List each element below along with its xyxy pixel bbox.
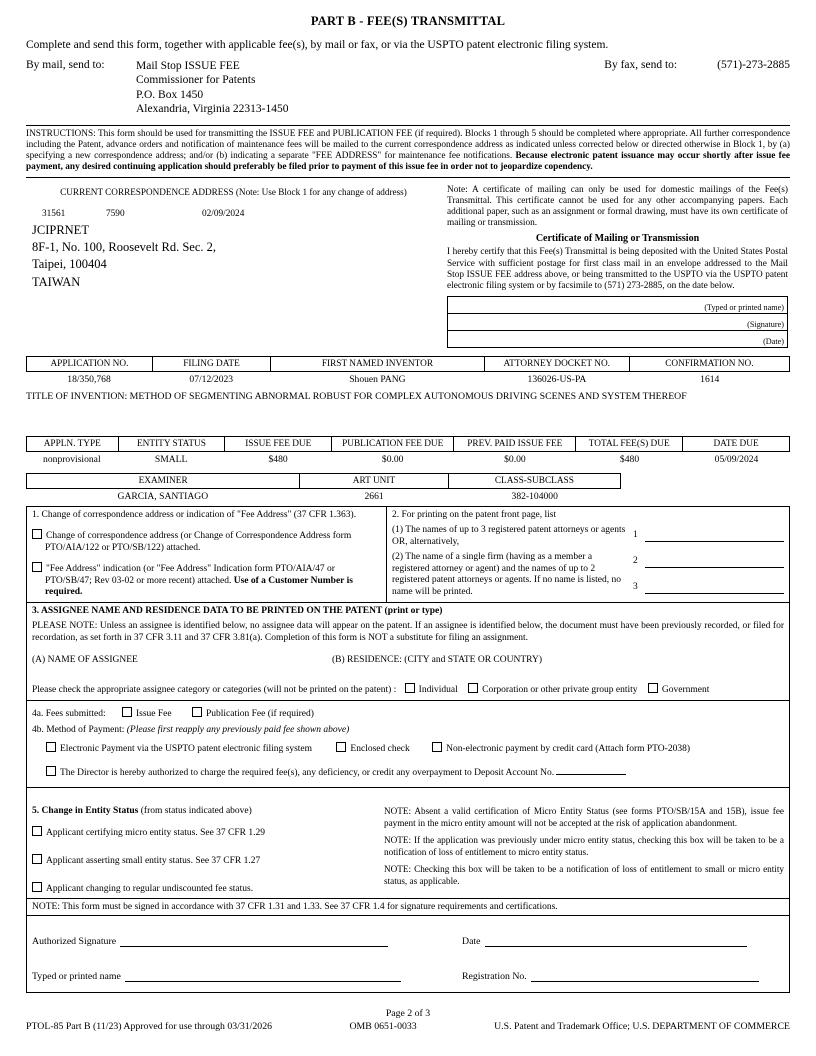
cca-line-3: TAIWAN [32,274,81,289]
invention-label: TITLE OF INVENTION: [26,391,128,403]
val-date-due: 05/09/2024 [714,454,759,466]
section-5 [26,787,790,898]
payment-methods-row [32,742,784,755]
certificate-note: Note: A certificate of mailing can only be used for domestic mailings of the Fee(s) Transmittal. This certificate cannot be used for any other accompanying papers. Each additional paper, such as an assignment or formal drawing, must have its own certificate of mailing or transmission. [447,184,788,229]
assignee-residence-label: (B) RESIDENCE: (CITY and STATE OR COUNTRY) [332,654,542,665]
date-input[interactable] [485,934,747,947]
page-number: Page 2 of 3 [385,1008,431,1019]
val-first-named-inventor: Shouen PANG [349,374,406,386]
section-4 [26,700,790,787]
label-enclosed-check: Enclosed check [350,744,410,755]
examiner-table-values [26,489,621,504]
mail-line-1: Mail Stop ISSUE FEE [136,60,240,72]
mail-to-address [136,59,604,117]
signature-note: NOTE: This form must be signed in accordance with 37 CFR 1.31 and 1.33. See 37 CFR 1.4 for signature requirements and certifications. [26,898,790,915]
section-5-heading-text: 5. Change in Entity Status [32,806,139,817]
instructions-text: INSTRUCTIONS: This form should be used for transmitting the ISSUE FEE and PUBLICATION FEE (if required). Blocks 1 through 5 should be completed where appropriate. All further correspondence including the Patent, advance orders and notification of maintenance fees will be mailed to the current correspondence address as indicated unless corrected below or directed otherwise in Block 1, by (a) specifying a new correspondence address; and/or (b) indicating a separate "FEE ADDRESS" for maintenance fee notifications. [26,128,790,162]
deposit-account-row [32,764,784,779]
checkbox-micro-entity[interactable] [32,826,42,836]
col-prev-paid-issue-fee: PREV. PAID ISSUE FEE [454,437,576,452]
application-info-values [26,372,790,387]
cca-line-2: Taipei, 100404 [32,257,107,272]
section-2-line-1: (1) The names of up to 3 registered patent attorneys or agents OR, alternatively, [392,524,626,547]
col-first-named-inventor: FIRST NAMED INVENTOR [271,357,485,372]
certificate-signature-field[interactable]: (Signature) [448,314,787,331]
val-confirmation-no: 1614 [700,374,720,386]
section-1-option-2[interactable] [32,562,381,600]
table-row [26,489,621,504]
checkbox-deposit-account[interactable] [46,766,56,776]
section-4b-row [32,724,784,736]
certificate-title: Certificate of Mailing or Transmission [535,233,700,245]
mail-to-label: By mail, send to: [26,59,105,71]
checkbox-enclosed-check[interactable] [336,742,346,752]
attorney-name-row-3[interactable] [633,582,784,594]
table-header-row [27,437,790,452]
assignee-category-corporation: Corporation or other private group entity [482,684,638,695]
val-appln-type: nonprovisional [43,454,101,466]
assignee-category-individual: Individual [418,684,458,695]
cca-date: 02/09/2024 [202,208,245,219]
cca-name: JCIPRNET [32,222,89,237]
cca-address [32,222,435,291]
col-examiner: EXAMINER [27,474,300,489]
certificate-of-mailing [441,183,790,350]
section-1-option-2-bold: Use of a Customer Number is required. [45,575,353,598]
val-class-subclass: 382-104000 [511,491,558,503]
fee-table-values [26,452,790,467]
section-5-notes [384,806,784,894]
section-5-left [32,806,384,894]
authorized-signature-label: Authorized Signature [32,936,117,948]
fax-number: (571)-273-2885 [717,59,790,71]
date-label: Date [462,936,481,948]
certificate-date-field[interactable]: (Date) [763,337,784,347]
label-issue-fee: Issue Fee [136,708,172,719]
col-art-unit: ART UNIT [300,474,449,489]
certificate-typed-name-field[interactable]: (Typed or printed name) [448,297,787,314]
section-5-note-3: NOTE: Checking this box will be taken to be a notification of loss of entitlement to small or micro entity status, as applicable. [384,864,784,886]
checkbox-assignee-corporation[interactable] [468,683,478,693]
cca-heading: CURRENT CORRESPONDENCE ADDRESS (Note: Use Block 1 for any change of address) [60,186,407,197]
mail-line-2: Commissioner for Patents [136,74,256,87]
col-appln-type: APPLN. TYPE [27,437,119,452]
attorney-name-row-1[interactable] [633,530,784,542]
section-2 [387,507,789,602]
fax-info [604,59,790,117]
application-info-table [26,356,790,372]
col-publication-fee-due: PUBLICATION FEE DUE [332,437,454,452]
label-publication-fee: Publication Fee (if required) [206,708,314,719]
footer-omb: OMB 0651-0033 [349,1021,417,1032]
footer-form-id: PTOL-85 Part B (11/23) Approved for use through 03/31/2026 [26,1021,272,1032]
registration-no-input[interactable] [531,969,759,982]
divider-2 [26,177,790,178]
col-confirmation-no: CONFIRMATION NO. [629,357,789,372]
col-attorney-docket-no: ATTORNEY DOCKET NO. [484,357,629,372]
assignee-name-label: (A) NAME OF ASSIGNEE [32,654,138,665]
label-deposit-account: The Director is hereby authorized to charge the required fee(s), any deficiency, or credit any overpayment to Deposit Account No. [60,767,555,778]
attorney-number-2: 2 [633,556,638,567]
section-3-heading: 3. ASSIGNEE NAME AND RESIDENCE DATA TO BE PRINTED ON THE PATENT (print or type) [32,606,443,617]
section-5-note-2: NOTE: If the application was previously under micro entity status, checking this box will be taken to be a notification of loss of entitlement to micro entity status. [384,835,784,857]
deposit-account-input[interactable] [556,764,626,775]
section-1 [27,507,387,602]
registration-no-label: Registration No. [462,971,527,983]
val-publication-fee-due: $0.00 [381,454,404,466]
label-small-entity: Applicant asserting small entity status. See 37 CFR 1.27 [46,856,261,867]
mail-line-3: P.O. Box 1450 [136,88,204,101]
table-row [26,452,790,467]
table-header-row [27,474,621,489]
section-5-option-1[interactable] [32,826,384,838]
checkbox-assignee-government[interactable] [648,683,658,693]
col-filing-date: FILING DATE [152,357,270,372]
attorney-name-input-3[interactable] [645,582,784,594]
section-4a-label: 4a. Fees submitted: [32,708,106,719]
section-1-option-1-label: Change of correspondence address (or Change of Correspondence Address form PTO/AIA/122 or PTO/SB/122) attached. [45,530,352,553]
table-header-row [27,357,790,372]
section-5-note-1: NOTE: Absent a valid certification of Micro Entity Status (see forms PTO/SB/15A and 15B), issue fee payment in the micro entity amount will not be accepted at the risk of application abandonment. [384,806,784,828]
assignee-category-label: Please check the appropriate assignee category or categories (will not be printed on the patent) : [32,684,397,695]
col-application-no: APPLICATION NO. [27,357,153,372]
signature-fields [26,915,790,993]
mail-line-4: Alexandria, Virginia 22313-1450 [136,103,289,116]
checkbox-fee-address-indication[interactable] [32,562,42,572]
section-1-heading: 1. Change of correspondence address or indication of "Fee Address" (37 CFR 1.363). [32,510,357,521]
signature-row-2 [32,969,784,982]
val-entity-status: SMALL [154,454,188,466]
instructions-bold: Because electronic patent issuance may occur shortly after issue fee payment, any desired continuing application should preferably be filed prior to payment of this issue fee in order not to jeopardize copendency. [26,151,791,173]
section-4a-row [32,707,784,720]
mailing-address-row [26,59,790,117]
val-filing-date: 07/12/2023 [189,374,234,386]
val-total-fees-due: $480 [619,454,640,466]
page-title: PART B - FEE(S) TRANSMITTAL [310,14,506,28]
authorized-signature-input[interactable] [120,934,388,947]
col-total-fees-due: TOTAL FEE(S) DUE [576,437,683,452]
val-prev-paid-issue-fee: $0.00 [504,454,526,466]
col-entity-status: ENTITY STATUS [118,437,225,452]
section-5-heading-note: (from status indicated above) [140,806,252,817]
divider [26,125,790,126]
typed-name-input[interactable] [125,969,401,982]
checkbox-regular-undiscounted[interactable] [32,882,42,892]
assignee-labels-row [32,655,784,667]
instructions-block [26,129,790,174]
customer-number: 31561 [42,208,66,219]
attorney-number-3: 3 [633,582,638,593]
checkbox-assignee-individual[interactable] [405,683,415,693]
val-art-unit: 2661 [364,491,384,503]
section-2-line-2: (2) The name of a single firm (having as a member a registered attorney or agent) and the names of up to 2 registered patent attorneys or agents. If no name is listed, no name will be printed. [392,551,621,598]
cca-numbers [32,209,435,219]
table-row [26,372,790,387]
fee-table [26,436,790,452]
page-footer [26,1008,790,1032]
checkbox-issue-fee[interactable] [122,707,132,717]
section-5-option-3[interactable] [32,882,384,894]
section-1-option-1[interactable] [32,529,381,555]
col-issue-fee-due: ISSUE FEE DUE [225,437,332,452]
attorney-name-input-1[interactable] [645,530,784,542]
attorney-number-1: 1 [633,530,638,541]
val-issue-fee-due: $480 [268,454,288,466]
label-credit-card: Non-electronic payment by credit card (Attach form PTO-2038) [446,744,690,755]
cca-line-1: 8F-1, No. 100, Roosevelt Rd. Sec. 2, [32,240,217,255]
invention-title: METHOD OF SEGMENTING ABNORMAL ROBUST FOR COMPLEX AUTONOMOUS DRIVING SCENES AND SYSTEM THEREOF [129,391,687,403]
label-regular-undiscounted: Applicant changing to regular undiscounted fee status. [46,884,254,895]
attorney-name-row-2[interactable] [633,556,784,568]
section-5-heading [32,806,384,816]
assignee-category-government: Government [661,684,710,695]
title-of-invention [26,391,790,402]
attorney-name-input-2[interactable] [645,556,784,568]
certificate-body: I hereby certify that this Fee(s) Transmittal is being deposited with the United States Postal Service with sufficient postage for first class mail in an envelope addressed to the Mail Stop ISSUE FEE address above, or being transmitted to the USPTO via the USPTO patent electronic filing system or by facsimile to (571) 273-2885, on the date below. [447,247,788,291]
section-4b-label: 4b. Method of Payment: [32,725,125,736]
cca-code: 7590 [106,208,125,219]
checkbox-publication-fee[interactable] [192,707,202,717]
form-instruction-lede: Complete and send this form, together with applicable fee(s), by mail or fax, or via the USPTO patent electronic filing system. [26,39,609,51]
typed-name-label: Typed or printed name [32,971,121,983]
certificate-signature-box [447,296,788,348]
checkbox-credit-card[interactable] [432,742,442,752]
section-2-heading: 2. For printing on the patent front page, list [392,510,557,521]
col-class-subclass: CLASS-SUBCLASS [448,474,620,489]
checkbox-small-entity[interactable] [32,854,42,864]
val-application-no: 18/350,768 [67,374,111,386]
checkbox-electronic-payment[interactable] [46,742,56,752]
section-1-option-2-label: "Fee Address" indication (or "Fee Address" Indication form PTO/AIA/47 or PTO/SB/47; Rev 03-02 or more recent) attached. [45,563,335,586]
address-certificate-row [26,183,790,350]
col-date-due: DATE DUE [683,437,790,452]
examiner-table [26,473,621,489]
assignee-category-row [32,683,784,697]
section-5-option-2[interactable] [32,854,384,866]
fax-label: By fax, send to: [604,59,678,71]
section-3 [26,602,790,699]
val-examiner: GARCIA, SANTIAGO [117,491,209,503]
section-1-2-row [26,506,790,602]
label-micro-entity: Applicant certifying micro entity status. See 37 CFR 1.29 [46,828,265,839]
signature-row-1 [32,934,784,947]
footer-office: U.S. Patent and Trademark Office; U.S. DEPARTMENT OF COMMERCE [494,1021,790,1032]
label-electronic-payment: Electronic Payment via the USPTO patent electronic filing system [60,744,313,755]
section-4b-italic: (Please first reapply any previously paid fee shown above) [126,725,350,736]
checkbox-change-correspondence-address[interactable] [32,529,42,539]
current-correspondence-address [26,183,441,350]
section-3-note: PLEASE NOTE: Unless an assignee is identified below, no assignee data will appear on the patent. If an assignee is identified below, the document must have been previously recorded, or filed for recordation, as set forth in 37 CFR 3.11 and 37 CFR 3.81(a). Completion of this form is NOT a substitute for filing an assignment. [32,621,784,644]
val-attorney-docket-no: 136026-US-PA [527,374,587,386]
